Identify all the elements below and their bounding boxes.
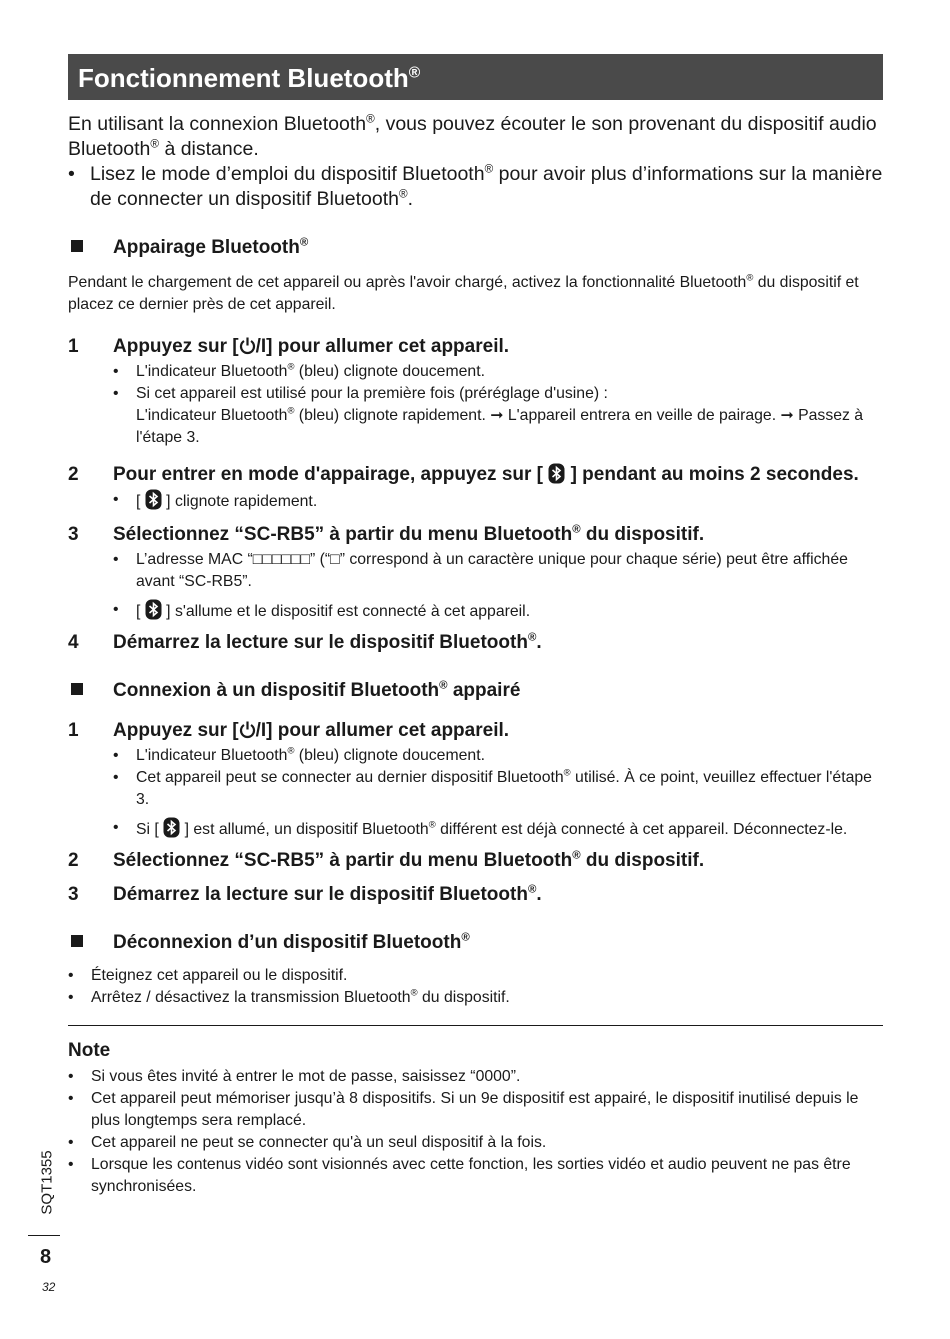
section-heading-pairing: Appairage Bluetooth® [68, 236, 883, 260]
page-content [68, 54, 883, 1198]
pairing-step-1: 1 Appuyez sur [ /I] pour allumer cet appareil. [68, 336, 510, 357]
power-icon [239, 336, 256, 355]
disconnect-bullets: • Éteignez cet appareil ou le dispositif. • Arrêtez / désactivez la transmission Bluetooth® du dispositif. [68, 967, 510, 1006]
page-sub-number: 32 [42, 1280, 56, 1294]
pairing-paragraph: Pendant le chargement de cet appareil ou après l'avoir chargé, activez la fonctionnalité Bluetooth® du dispositif et placez ce dernier près de cet appareil. [68, 272, 859, 313]
bluetooth-icon [548, 463, 565, 484]
square-bullet-icon [71, 683, 83, 695]
pairing-step-2-bullets: • [ ] clignote rapidement. [113, 491, 318, 510]
list-item: • Cet appareil peut mémoriser jusqu’à 8 dispositifs. Si un 9e dispositif est appairé, le dispositif inutilisé depuis le plus longtemps sera remplacé. [68, 1090, 859, 1129]
pairing-step-3: 3 Sélectionnez “SC-RB5” à partir du menu Bluetooth® du dispositif. [68, 523, 705, 545]
page-title: Fonctionnement Bluetooth® [68, 54, 883, 100]
pairing-step-1-bullets: • L'indicateur Bluetooth® (bleu) clignote doucement. • Si cet appareil est utilisé pour la première fois (préréglage d'usine) : L'indicateur Bluetooth® (bleu) clignote rapidement. ➞ L'appareil entrera en veille de pairage. ➞ Passez à l'étape 3. [113, 361, 864, 446]
intro-bullet: • Lisez le mode d’emploi du dispositif Bluetooth® pour avoir plus d’informations sur la manière de connecter un dispositif Bluetooth®. [68, 162, 883, 210]
section-heading-disconnect: Déconnexion d’un dispositif Bluetooth® [68, 931, 883, 955]
list-item: • Lorsque les contenus vidéo sont visionnés avec cette fonction, les sorties vidéo et audio peuvent ne pas être synchronisées. [68, 1156, 851, 1195]
section-heading-connect: Connexion à un dispositif Bluetooth® appairé [68, 679, 883, 703]
square-bullet-icon [71, 935, 83, 947]
note-list [68, 1066, 883, 1198]
divider [68, 1025, 883, 1026]
pairing-step-2: 2 Pour entrer en mode d'appairage, appuyez sur [ ] pendant au moins 2 secondes. [68, 464, 859, 485]
bluetooth-icon [163, 817, 180, 838]
side-divider [28, 1235, 60, 1236]
page-number: 8 [40, 1246, 52, 1268]
connect-step-1: 1 Appuyez sur [ /I] pour allumer cet appareil. [68, 720, 510, 741]
list-item: • Cet appareil ne peut se connecter qu'à un seul dispositif à la fois. [68, 1134, 547, 1151]
document-code: SQT1355 [38, 1150, 56, 1215]
note-heading: Note [68, 1040, 111, 1061]
intro-paragraph: En utilisant la connexion Bluetooth®, vous pouvez écouter le son provenant du dispositif audio Bluetooth® à distance. [68, 112, 877, 160]
intro [68, 112, 883, 212]
connect-step-3: 3 Démarrez la lecture sur le dispositif Bluetooth®. [68, 883, 542, 905]
connect-step-1-bullets: • L'indicateur Bluetooth® (bleu) clignote doucement. • Cet appareil peut se connecter au dernier dispositif Bluetooth® utilisé. À ce point, veuillez effectuer l'étape 3. • Si [ ] est allumé, un dispositif Bluetooth® différent est déjà connecté à cet appareil. Déconnectez-le. [113, 745, 872, 838]
connect-step-2: 2 Sélectionnez “SC-RB5” à partir du menu Bluetooth® du dispositif. [68, 849, 705, 871]
power-icon [239, 720, 256, 739]
pairing-step-4: 4 Démarrez la lecture sur le dispositif Bluetooth®. [68, 631, 542, 653]
bluetooth-icon [145, 599, 162, 620]
square-bullet-icon [71, 240, 83, 252]
pairing-step-3-bullets: • L’adresse MAC “□□□□□□” (“□” correspond à un caractère unique pour chaque série) peut être affichée avant “SC-RB5”. • [ ] s'allume et le dispositif est connecté à cet appareil. [113, 551, 848, 620]
list-item: • Si vous êtes invité à entrer le mot de passe, saisissez “0000”. [68, 1068, 521, 1085]
bluetooth-icon [145, 489, 162, 510]
